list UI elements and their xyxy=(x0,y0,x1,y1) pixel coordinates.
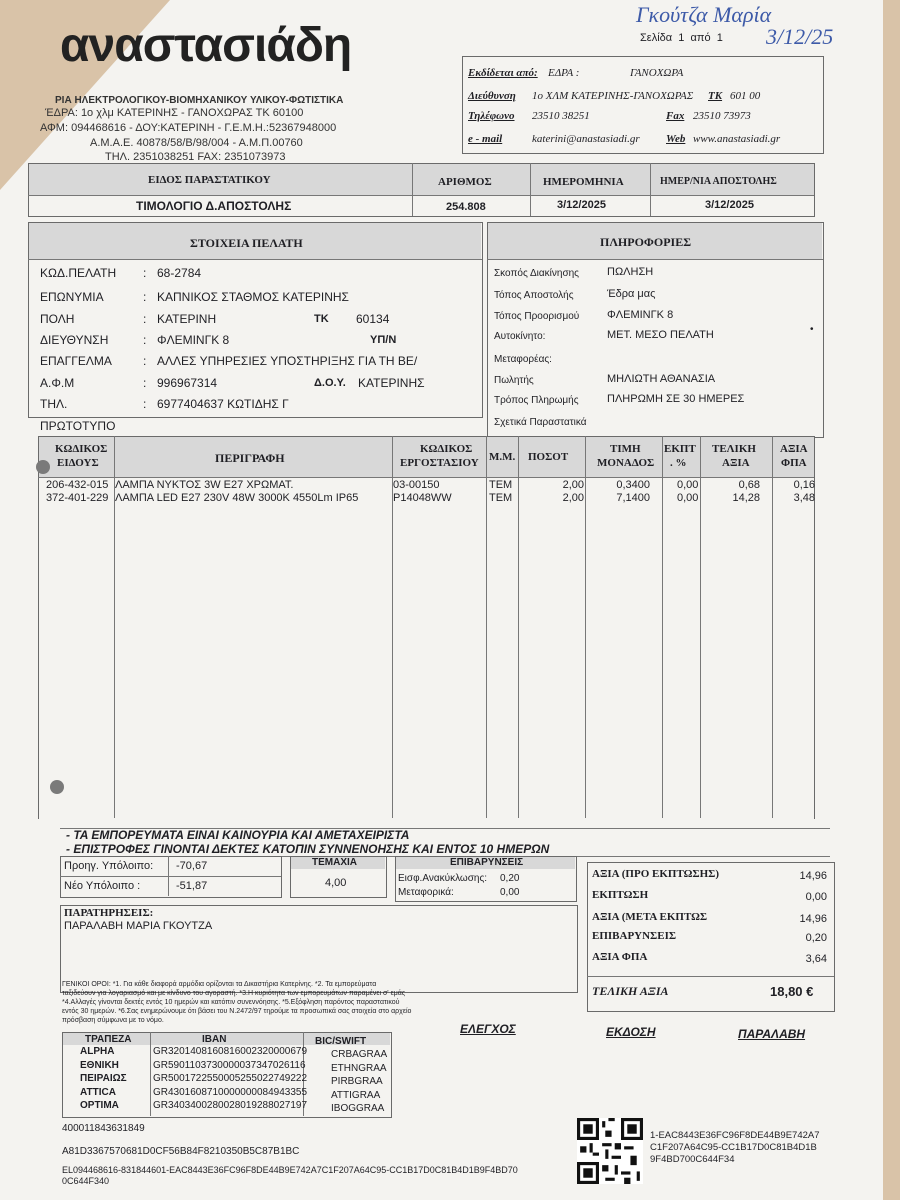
address-label: Διεύθυνση xyxy=(468,90,516,102)
doc-date-header: ΗΜΕΡΟΜΗΝΙΑ xyxy=(543,176,624,188)
bank-bic: IBOGGRAA xyxy=(331,1103,385,1114)
company-line5: ΤΗΛ. 2351038251 FAX: 2351073973 xyxy=(105,151,286,163)
info-value: ΠΛΗΡΩΜΗ ΣΕ 30 ΗΜΕΡΕΣ xyxy=(607,393,745,405)
bank-bic: PIRBGRAA xyxy=(331,1076,383,1087)
customer-address-value: ΦΛΕΜΙΝΓΚ 8 xyxy=(157,333,230,347)
item-unit-price: 0,3400 xyxy=(616,479,650,491)
col-fcode-1: ΚΩΔΙΚΟΣ xyxy=(420,443,473,455)
totals-value: 0,20 xyxy=(805,932,827,944)
customer-address-label: ΔΙΕΥΘΥΝΣΗ xyxy=(40,333,109,347)
customer-yp-label: ΥΠ/Ν xyxy=(370,334,397,346)
qr-text-2: C1F207A64C95-CC1B17D0C81B4D1B xyxy=(650,1142,817,1153)
item-description: ΛΑΜΠΑ LED E27 230V 48W 3000K 4550Lm IP65 xyxy=(115,492,359,504)
bank-iban: GR3201408160816002320000679 xyxy=(153,1046,308,1057)
item-vat: 3,48 xyxy=(793,492,815,504)
code-3: EL094468616-831844601-EAC8443E36FC96F8DE44B9E742A7C1F207A64C95-CC1B17D0C81B4D1B9F4BD70 xyxy=(62,1165,518,1175)
fax-label: Fax xyxy=(666,110,685,122)
info-label: Μεταφορέας: xyxy=(494,354,552,365)
qr-text-3: 9F4BD700C644F34 xyxy=(650,1154,735,1165)
col-price-1: ΤΙΜΗ xyxy=(610,443,641,455)
colon: : xyxy=(143,312,147,326)
new-balance-label: Νέο Υπόλοιπο : xyxy=(64,880,141,892)
item-factory-code: P14048WW xyxy=(393,492,452,504)
doc-number-header: ΑΡΙΘΜΟΣ xyxy=(438,176,492,188)
recycle-value: 0,20 xyxy=(500,873,520,884)
item-factory-code: 03-00150 xyxy=(393,479,440,491)
customer-doy-value: ΚΑΤΕΡΙΝΗΣ xyxy=(358,376,425,390)
item-discount: 0,00 xyxy=(677,479,699,491)
company-logo: αναστασιάδη xyxy=(60,19,352,72)
totals-label: ΕΠΙΒΑΡΥΝΣΕΙΣ xyxy=(592,930,677,942)
terms-line4: εντός 30 ημερών. *6.Σας ενημερώνουμε ότι βάσει του Ν.2472/97 τηρούμε τα προσωπικά σας στοιχεία στο αρχείο xyxy=(62,1008,412,1015)
info-label: Σκοπός Διακίνησης xyxy=(494,268,580,279)
page-total: 1 xyxy=(716,32,723,44)
bank-iban: GR5901103730000037347026116 xyxy=(153,1059,306,1071)
sign-issue: ΕΚΔΟΣΗ xyxy=(606,1025,656,1039)
phone-value: 23510 38251 xyxy=(532,110,590,122)
colon: : xyxy=(143,290,147,304)
item-discount: 0,00 xyxy=(677,492,699,504)
phone-label: Τηλέφωνο xyxy=(468,110,515,122)
item-code: 372-401-229 xyxy=(46,492,109,504)
bank-name: ATTICA xyxy=(80,1086,116,1098)
col-code-1: ΚΩΔΙΚΟΣ xyxy=(55,443,108,455)
customer-code-value: 68-2784 xyxy=(157,266,202,280)
col-desc: ΠΕΡΙΓΡΑΦΗ xyxy=(215,451,285,465)
bank-bic: ETHNGRAA xyxy=(331,1062,387,1074)
notice-line1: - ΤΑ ΕΜΠΟΡΕΥΜΑΤΑ ΕΙΝΑΙ ΚΑΙΝΟΥΡΙΑ ΚΑΙ ΑΜΕΤΑΧΕΙΡΙΣΤΑ xyxy=(66,828,410,842)
bank-iban: GR4301608710000000084943355 xyxy=(153,1086,308,1098)
info-title: ΠΛΗΡΟΦΟΡΙΕΣ xyxy=(600,235,692,249)
issued-label: Εκδίδεται από: xyxy=(468,67,538,79)
colon: : xyxy=(143,376,147,390)
final-total-label: ΤΕΛΙΚΗ ΑΞΙΑ xyxy=(592,984,669,998)
bank-bic: ATTIGRAA xyxy=(331,1089,381,1101)
bank-iban: GR5001722550005255022749222 xyxy=(153,1073,308,1084)
code-1: 400011843631849 xyxy=(62,1123,145,1134)
web-label: Web xyxy=(666,133,686,145)
info-value: ΠΩΛΗΣΗ xyxy=(607,266,654,278)
page-indicator xyxy=(640,32,723,44)
item-code: 206-432-015 xyxy=(46,479,109,491)
notice-line2: - ΕΠΙΣΤΡΟΦΕΣ ΓΙΝΟΝΤΑΙ ΔΕΚΤΕΣ ΚΑΤΟΠΙΝ ΣΥΝΝΕΝΟΗΣΗΣ ΚΑΙ ΕΝΤΟΣ 10 ΗΜΕΡΩΝ xyxy=(66,842,550,856)
col-fcode-2: ΕΡΓΟΣΤΑΣΙΟΥ xyxy=(400,457,479,469)
customer-title: ΣΤΟΙΧΕΙΑ ΠΕΛΑΤΗ xyxy=(190,236,303,250)
totals-label: ΑΞΙΑ ΦΠΑ xyxy=(592,951,648,963)
handwritten-date: 3/12/25 xyxy=(766,24,834,49)
transport-label: Μεταφορικά: xyxy=(398,887,454,898)
customer-job-value: ΑΛΛΕΣ ΥΠΗΡΕΣΙΕΣ ΥΠΟΣΤΗΡΙΞΗΣ ΓΙΑ ΤΗ ΒΕ/ xyxy=(157,354,418,368)
item-quantity: 2,00 xyxy=(562,492,584,504)
totals-label: ΑΞΙΑ (ΜΕΤΑ ΕΚΠΤΩΣ xyxy=(592,911,708,923)
customer-tk-label: ΤΚ xyxy=(314,313,329,325)
sign-receive: ΠΑΡΑΛΑΒΗ xyxy=(738,1027,806,1041)
original-label: ΠΡΩΤΟΤΥΠΟ xyxy=(40,419,116,433)
item-quantity: 2,00 xyxy=(562,479,584,491)
qr-code-icon xyxy=(577,1118,643,1184)
customer-tk-value: 60134 xyxy=(356,312,390,326)
company-line2: ΈΔΡΑ: 1ο χλμ ΚΑΤΕΡΙΝΗΣ - ΓΑΝΟΧΩΡΑΣ ΤΚ 60100 xyxy=(45,107,304,119)
punch-hole-bottom xyxy=(50,780,64,794)
item-total: 14,28 xyxy=(732,492,760,504)
totals-value: 14,96 xyxy=(799,870,827,882)
col-disc-2: . % xyxy=(670,457,687,469)
col-vat-2: ΦΠΑ xyxy=(781,457,807,469)
customer-afm-value: 996967314 xyxy=(157,376,218,390)
col-vat-1: ΑΞΙΑ xyxy=(780,443,808,455)
totals-value: 0,00 xyxy=(805,891,827,903)
info-value: ΦΛΕΜΙΝΓΚ 8 xyxy=(607,309,674,321)
qr-text-1: 1-EAC8443E36FC96F8DE44B9E742A7 xyxy=(650,1130,820,1141)
colon: : xyxy=(143,397,147,411)
prev-balance-label: Προηγ. Υπόλοιπο: xyxy=(64,860,154,872)
code-2: A81D3367570681D0CF56B84F8210350B5C87B1BC xyxy=(62,1146,300,1157)
transport-value: 0,00 xyxy=(500,887,520,898)
totals-value: 14,96 xyxy=(799,913,827,925)
email-label: e - mail xyxy=(468,133,503,145)
doc-date-value: 3/12/2025 xyxy=(557,199,606,211)
info-value: Έδρα μας xyxy=(607,288,656,300)
customer-city-value: ΚΑΤΕΡΙΝΗ xyxy=(157,312,217,326)
code-4: 0C644F340 xyxy=(62,1176,110,1186)
general-terms xyxy=(62,980,462,1025)
page-of: από xyxy=(690,32,711,44)
customer-code-label: ΚΩΔ.ΠΕΛΑΤΗ xyxy=(40,266,117,280)
bank-col-bank: ΤΡΑΠΕΖΑ xyxy=(85,1034,132,1045)
company-line1: ΡΙΑ ΗΛΕΚΤΡΟΛΟΓΙΚΟΥ-ΒΙΟΜΗΧΑΝΙΚΟΥ ΥΛΙΚΟΥ-ΦΩΤΙΣΤΙΚΑ xyxy=(55,95,344,106)
customer-afm-label: Α.Φ.Μ xyxy=(40,376,75,390)
fax-value: 23510 73973 xyxy=(693,110,751,122)
doc-number-value: 254.808 xyxy=(446,201,486,213)
terms-line2: ταξιδεύουν για λογαριασμό και με κίνδυνο του αγοραστή. *3.Η κυριότητα των εμπορευμάτων παραμένει σ' εμάς xyxy=(62,990,406,997)
customer-name-value: ΚΑΠΝΙΚΟΣ ΣΤΑΘΜΟΣ ΚΑΤΕΡΙΝΗΣ xyxy=(157,290,349,304)
item-unit: TEM xyxy=(489,479,513,491)
company-line3: ΑΦΜ: 094468616 - ΔΟΥ:ΚΑΤΕΡΙΝΗ - Γ.Ε.Μ.Η.:52367948000 xyxy=(40,122,337,134)
handwritten-name: Γκούτζα Μαρία xyxy=(636,2,772,27)
info-label: Τόπος Αποστολής xyxy=(494,290,574,301)
info-value: ΜΕΤ. ΜΕΣΟ ΠΕΛΑΤΗ xyxy=(607,329,714,341)
item-vat: 0,16 xyxy=(793,479,815,491)
totals-label: ΕΚΠΤΩΣΗ xyxy=(592,889,649,901)
totals-label: ΑΞΙΑ (ΠΡΟ ΕΚΠΤΩΣΗΣ) xyxy=(592,868,720,880)
customer-phone-value: 6977404637 ΚΩΤΙΔΗΣ Γ xyxy=(157,397,289,411)
remarks-value: ΠΑΡΑΛΑΒΗ ΜΑΡΙΑ ΓΚΟΥΤΖΑ xyxy=(64,920,213,932)
new-balance-value: -51,87 xyxy=(176,880,208,892)
customer-name-label: ΕΠΩΝΥΜΙΑ xyxy=(40,290,104,304)
bank-name: ALPHA xyxy=(80,1046,115,1057)
terms-line3: *4.Αλλαγές γίνονται δεκτές εντός 10 ημερών και κατόπιν συνεννόησης. *5.Εξόφληση παρόντος παραστατικού xyxy=(62,999,400,1006)
col-total-1: ΤΕΛΙΚΗ xyxy=(712,443,756,455)
item-unit-price: 7,1400 xyxy=(616,492,650,504)
recycle-label: Εισφ.Ανακύκλωσης: xyxy=(398,873,488,884)
punch-hole-top xyxy=(36,460,50,474)
email-value: katerini@anastasiadi.gr xyxy=(532,133,640,145)
sign-check: ΕΛΕΓΧΟΣ xyxy=(460,1022,516,1036)
info-label: Τρόπος Πληρωμής xyxy=(494,395,579,406)
issuer-tk-value: 601 00 xyxy=(730,90,761,102)
doc-type-value: ΤΙΜΟΛΟΓΙΟ Δ.ΑΠΟΣΤΟΛΗΣ xyxy=(136,199,292,213)
colon: : xyxy=(143,266,147,280)
doc-ship-header: ΗΜΕΡ/ΝΙΑ ΑΠΟΣΤΟΛΗΣ xyxy=(660,176,777,187)
pieces-value: 4,00 xyxy=(325,877,347,889)
issuer-tk-label: ΤΚ xyxy=(708,90,723,102)
bank-name: ΠΕΙΡΑΙΩΣ xyxy=(80,1073,127,1084)
bank-col-iban: IBAN xyxy=(202,1034,227,1045)
prev-balance-value: -70,67 xyxy=(176,860,208,872)
info-label: Αυτοκίνητο: xyxy=(494,331,546,342)
customer-city-label: ΠΟΛΗ xyxy=(40,312,75,326)
info-dot: • xyxy=(810,324,814,335)
item-total: 0,68 xyxy=(738,479,760,491)
totals-value: 3,64 xyxy=(805,953,827,965)
colon: : xyxy=(143,354,147,368)
bank-bic: CRBAGRAA xyxy=(331,1049,388,1060)
col-code-2: ΕΙΔΟΥΣ xyxy=(57,457,99,469)
page-label: Σελίδα xyxy=(640,32,673,44)
info-label: Τόπος Προορισμού xyxy=(494,311,580,322)
bank-name: OPTIMA xyxy=(80,1100,119,1111)
colon: : xyxy=(143,333,147,347)
final-total-value: 18,80 € xyxy=(770,984,814,999)
address-value: 1ο ΧΛΜ ΚΑΤΕΡΙΝΗΣ-ΓΑΝΟΧΩΡΑΣ xyxy=(532,90,694,102)
info-label: Σχετικά Παραστατικά xyxy=(494,417,587,428)
issued-place: ΓΑΝΟΧΩΡΑ xyxy=(630,67,684,79)
bank-col-bic: BIC/SWIFT xyxy=(315,1036,367,1047)
web-value: www.anastasiadi.gr xyxy=(693,133,781,145)
doc-ship-value: 3/12/2025 xyxy=(705,199,754,211)
info-label: Πωλητής xyxy=(494,375,534,386)
col-qty: ΠΟΣΟΤ xyxy=(528,451,569,463)
remarks-label: ΠΑΡΑΤΗΡΗΣΕΙΣ: xyxy=(64,907,154,919)
item-unit: TEM xyxy=(489,492,513,504)
bank-iban: GR3403400280028019288027197 xyxy=(153,1100,308,1111)
issued-value: ΕΔΡΑ : xyxy=(548,67,580,79)
page-current: 1 xyxy=(678,32,685,44)
doc-type-header: ΕΙΔΟΣ ΠΑΡΑΣΤΑΤΙΚΟΥ xyxy=(148,174,271,186)
col-disc-1: ΕΚΠΤ xyxy=(664,443,696,455)
col-price-2: ΜΟΝΑΔΟΣ xyxy=(597,457,655,469)
customer-doy-label: Δ.Ο.Υ. xyxy=(314,377,346,389)
info-value: ΜΗΛΙΩΤΗ ΑΘΑΝΑΣΙΑ xyxy=(607,373,716,385)
charges-title: ΕΠΙΒΑΡΥΝΣΕΙΣ xyxy=(450,857,524,868)
col-mm: Μ.Μ. xyxy=(489,451,516,463)
terms-line5: πρόσβαση σύμφωνα με το νόμο. xyxy=(62,1017,164,1024)
item-description: ΛΑΜΠΑ ΝΥΚΤΟΣ 3W E27 ΧΡΩΜΑΤ. xyxy=(115,479,294,491)
company-line4: Α.Μ.Α.Ε. 40878/58/Β/98/004 - Α.Μ.Π.00760 xyxy=(90,137,303,149)
customer-job-label: ΕΠΑΓΓΕΛΜΑ xyxy=(40,354,112,368)
pieces-label: ΤΕΜΑΧΙΑ xyxy=(312,857,357,868)
bank-name: ΕΘΝΙΚΗ xyxy=(80,1059,119,1071)
col-total-2: ΑΞΙΑ xyxy=(722,457,750,469)
terms-line1: ΓΕΝΙΚΟΙ ΟΡΟΙ: *1. Για κάθε διαφορά αρμόδια ορίζονται τα Δικαστήρια Κατερίνης. *2. Τα εμπορεύματα xyxy=(62,981,377,988)
customer-phone-label: ΤΗΛ. xyxy=(40,397,68,411)
